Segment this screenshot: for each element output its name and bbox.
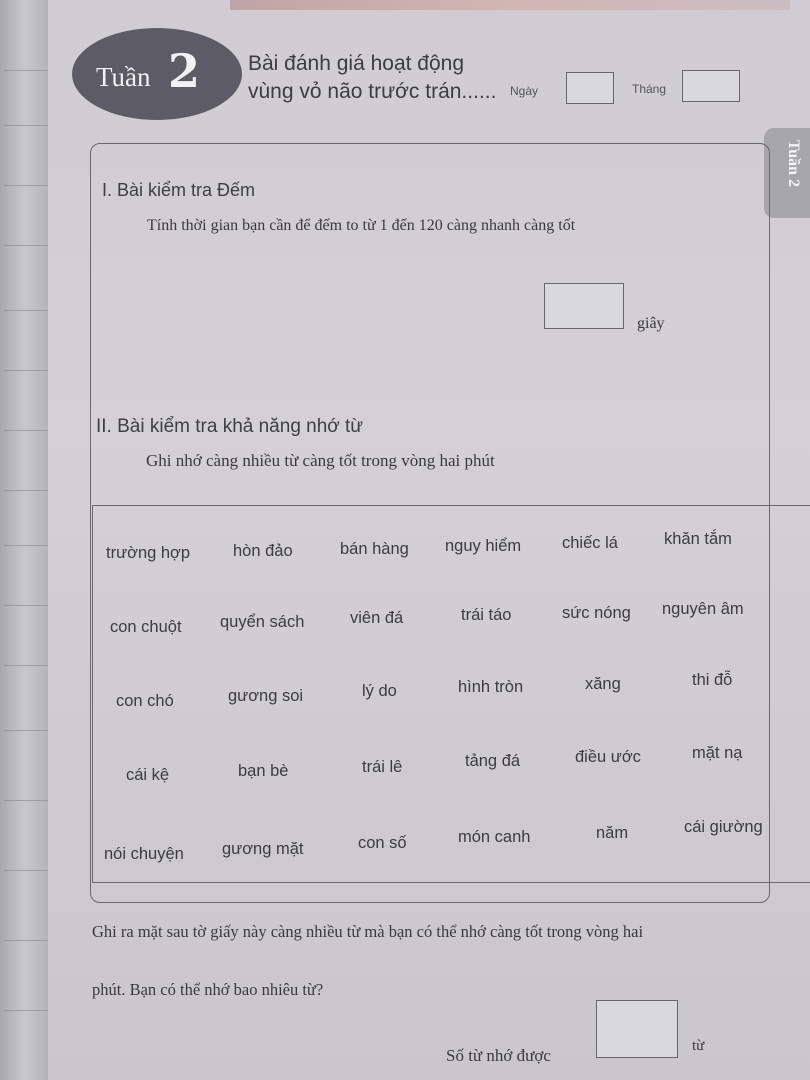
month-label: Tháng	[632, 82, 667, 96]
word-cell: trái táo	[461, 606, 512, 624]
word-cell: món canh	[458, 828, 531, 846]
word-cell: viên đá	[350, 609, 404, 627]
word-cell: tảng đá	[465, 752, 521, 770]
word-cell: trái lê	[362, 758, 403, 776]
word-cell: bán hàng	[340, 540, 409, 558]
seconds-input-box[interactable]	[544, 283, 624, 329]
footer-instruction-line2: phút. Bạn có thể nhớ bao nhiêu từ?	[92, 980, 324, 999]
word-cell: nguy hiểm	[445, 537, 522, 555]
word-count-input-box[interactable]	[596, 1000, 678, 1058]
word-cell: quyển sách	[220, 613, 305, 631]
word-cell: con chó	[116, 692, 174, 710]
word-cell: gương mặt	[222, 840, 304, 858]
day-label: Ngày	[510, 84, 539, 98]
word-cell: nguyên âm	[662, 600, 744, 618]
word-cell: trường hợp	[106, 544, 191, 562]
word-cell: cái kệ	[126, 766, 170, 784]
footer-instruction-line1: Ghi ra mặt sau tờ giấy này càng nhiều từ mà bạn có thể nhớ càng tốt trong vòng hai	[92, 922, 644, 941]
word-cell: nói chuyện	[104, 845, 184, 863]
word-cell: sức nóng	[562, 604, 631, 622]
word-cell: lý do	[362, 682, 397, 700]
page-title-line2: vùng vỏ não trước trán......	[248, 80, 497, 103]
week-badge-label: Tuần	[96, 62, 151, 92]
word-cell: xăng	[585, 675, 621, 693]
top-edge-strip	[230, 0, 790, 10]
section1-heading: I. Bài kiểm tra Đếm	[102, 180, 256, 200]
month-input-box[interactable]	[682, 70, 740, 102]
word-cell: con số	[358, 834, 407, 852]
word-cell: năm	[596, 824, 629, 842]
word-cell: thi đỗ	[692, 671, 733, 689]
section2-instruction: Ghi nhớ càng nhiều từ càng tốt trong vòng hai phút	[146, 451, 495, 470]
word-cell: con chuột	[110, 618, 182, 636]
word-cell: gương soi	[228, 687, 304, 705]
word-count-unit: từ	[692, 1038, 705, 1054]
word-cell: khăn tắm	[664, 530, 732, 548]
section2-heading: II. Bài kiểm tra khả năng nhớ từ	[96, 416, 364, 437]
word-cell: mặt nạ	[692, 744, 743, 762]
word-cell: điều ước	[575, 748, 641, 766]
side-week-tab-label: Tuần 2	[785, 140, 802, 187]
word-count-label: Số từ nhớ được	[446, 1046, 551, 1065]
word-cell: hình tròn	[458, 678, 524, 696]
word-cell: chiếc lá	[562, 534, 618, 552]
section1-instruction: Tính thời gian bạn cần để đếm to từ 1 đến 120 càng nhanh càng tốt	[147, 217, 576, 234]
page-title-line1: Bài đánh giá hoạt động	[248, 52, 465, 75]
day-input-box[interactable]	[566, 72, 614, 104]
seconds-unit: giây	[637, 315, 665, 332]
word-cell: bạn bè	[238, 762, 289, 780]
word-cell: cái giường	[684, 818, 763, 836]
word-cell: hòn đảo	[233, 542, 293, 560]
week-badge-number: 2	[168, 44, 201, 98]
